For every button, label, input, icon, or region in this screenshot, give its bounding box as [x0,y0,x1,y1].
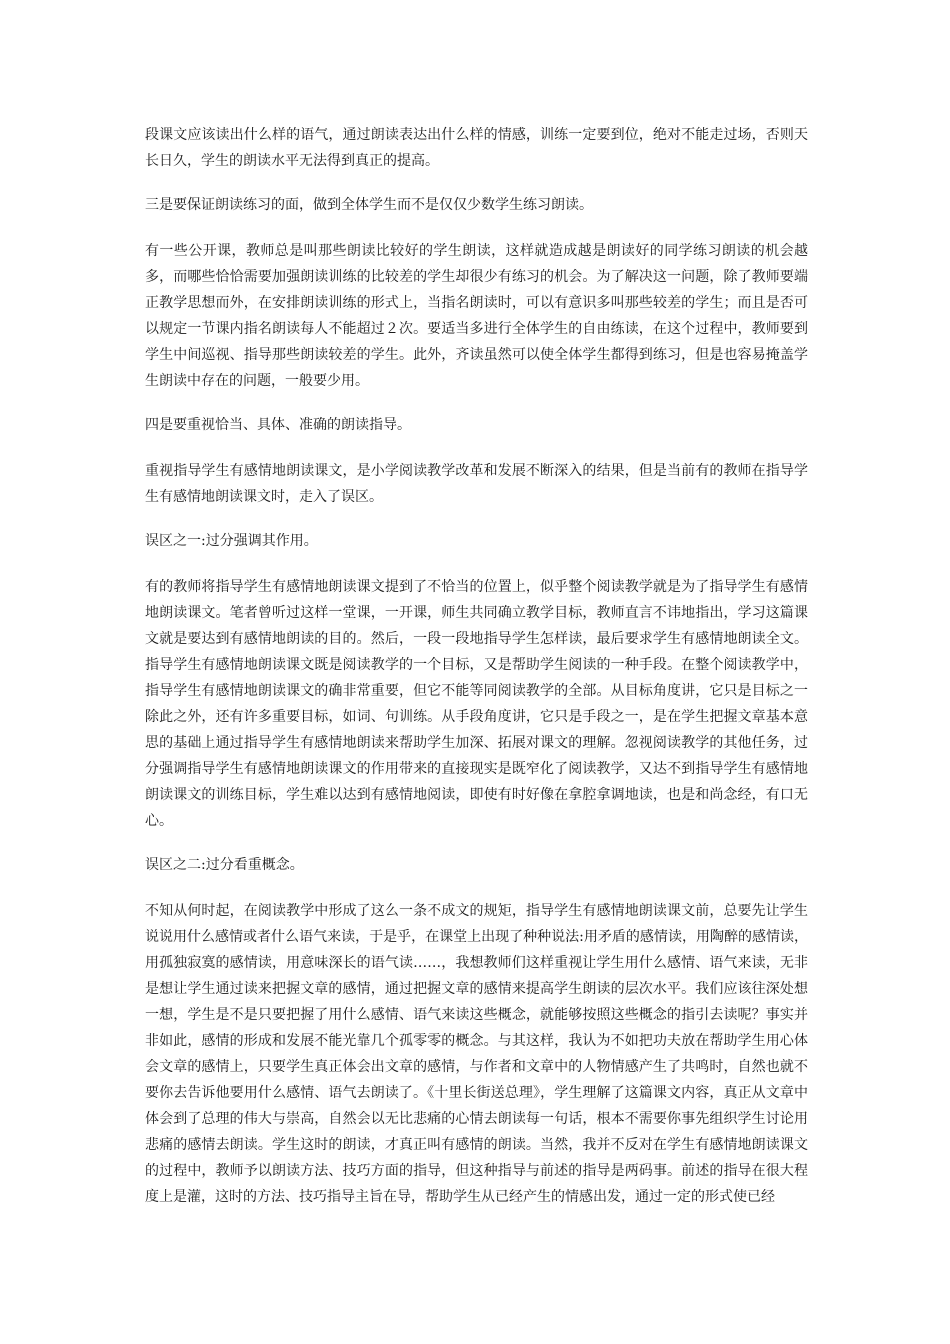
paragraph: 有的教师将指导学生有感情地朗读课文提到了不恰当的位置上，似乎整个阅读教学就是为了指导学生有感情地朗读课文。笔者曾听过这样一堂课，一开课，师生共同确立教学目标，教师直言不讳地指出，学习这篇课文就是要达到有感情地朗读的目的。然后，一段一段地指导学生怎样读，最后要求学生有感情地朗读全文。指导学生有感情地朗读课文既是阅读教学的一个目标，又是帮助学生阅读的一种手段。在整个阅读教学中，指导学生有感情地朗读课文的确非常重要，但它不能等同阅读教学的全部。从目标角度讲，它只是目标之一除此之外，还有许多重要目标，如词、句训练。从手段角度讲，它只是手段之一，是在学生把握文章基本意思的基础上通过指导学生有感情地朗读来帮助学生加深、拓展对课文的理解。忽视阅读教学的其他任务，过分强调指导学生有感情地朗读课文的作用带来的直接现实是既窄化了阅读教学，又达不到指导学生有感情地朗读课文的训练目标，学生难以达到有感情地阅读，即使有时好像在拿腔拿调地读，也是和尚念经，有口无心。 [145,579,808,829]
paragraph: 有一些公开课，教师总是叫那些朗读比较好的学生朗读，这样就造成越是朗读好的同学练习朗读的机会越多，而哪些恰恰需要加强朗读训练的比较差的学生却很少有练习的机会。为了解决这一问题，除了教师要端正教学思想而外，在安排朗读训练的形式上，当指名朗读时，可以有意识多叫那些较差的学生；而且是否可以规定一节课内指名朗读每人不能超过２次。要适当多进行全体学生的自由练读，在这个过程中，教师要到学生中间巡视、指导那些朗读较差的学生。此外，齐读虽然可以使全体学生都得到练习，但是也容易掩盖学生朗读中存在的问题，一般要少用。 [145,243,808,389]
section-heading: 三是要保证朗读练习的面，做到全体学生而不是仅仅少数学生练习朗读。 [145,197,593,213]
paragraph: 重视指导学生有感情地朗读课文，是小学阅读教学改革和发展不断深入的结果，但是当前有的教师在指导学生有感情地朗读课文时，走入了误区。 [145,463,808,505]
paragraph: 段课文应该读出什么样的语气，通过朗读表达出什么样的情感，训练一定要到位，绝对不能走过场，否则天长日久，学生的朗读水平无法得到真正的提高。 [145,127,808,169]
section-heading: 误区之二:过分看重概念。 [145,857,304,873]
paragraph: 不知从何时起，在阅读教学中形成了这么一条不成文的规矩，指导学生有感情地朗读课文前，总要先让学生说说用什么感情或者什么语气来读，于是乎，在课堂上出现了种种说法:用矛盾的感情读，用陶醉的感情读，用孤独寂寞的感情读，用意味深长的语气读……，我想教师们这样重视让学生用什么感情、语气来读，无非是想让学生通过读来把握文章的感情，通过把握文章的感情来提高学生朗读的层次水平。我们应该往深处想一想，学生是不是只要把握了用什么感情、语气来读这些概念，就能够按照这些概念的指引去读呢？事实并非如此，感情的形成和发展不能光靠几个孤零零的概念。与其这样，我认为不如把功夫放在帮助学生用心体会文章的感情上，只要学生真正体会出文章的感情，与作者和文章中的人物情感产生了共鸣时，自然也就不要你去告诉他要用什么感情、语气去朗读了。《十里长街送总理》，学生理解了这篇课文内容，真正从文章中体会到了总理的伟大与崇高，自然会以无比悲痛的心情去朗读每一句话，根本不需要你事先组织学生讨论用悲痛的感情去朗读。学生这时的朗读，才真正叫有感情的朗读。当然，我并不反对在学生有感情地朗读课文的过程中，教师予以朗读方法、技巧方面的指导，但这种指导与前述的指导是两码事。前述的指导在很大程度上是灌，这时的方法、技巧指导主旨在导，帮助学生从已经产生的情感出发，通过一定的形式使已经 [145,903,808,1205]
section-heading: 误区之一:过分强调其作用。 [145,533,318,549]
document-body [145,122,808,1228]
section-heading: 四是要重视恰当、具体、准确的朗读指导。 [145,417,411,433]
